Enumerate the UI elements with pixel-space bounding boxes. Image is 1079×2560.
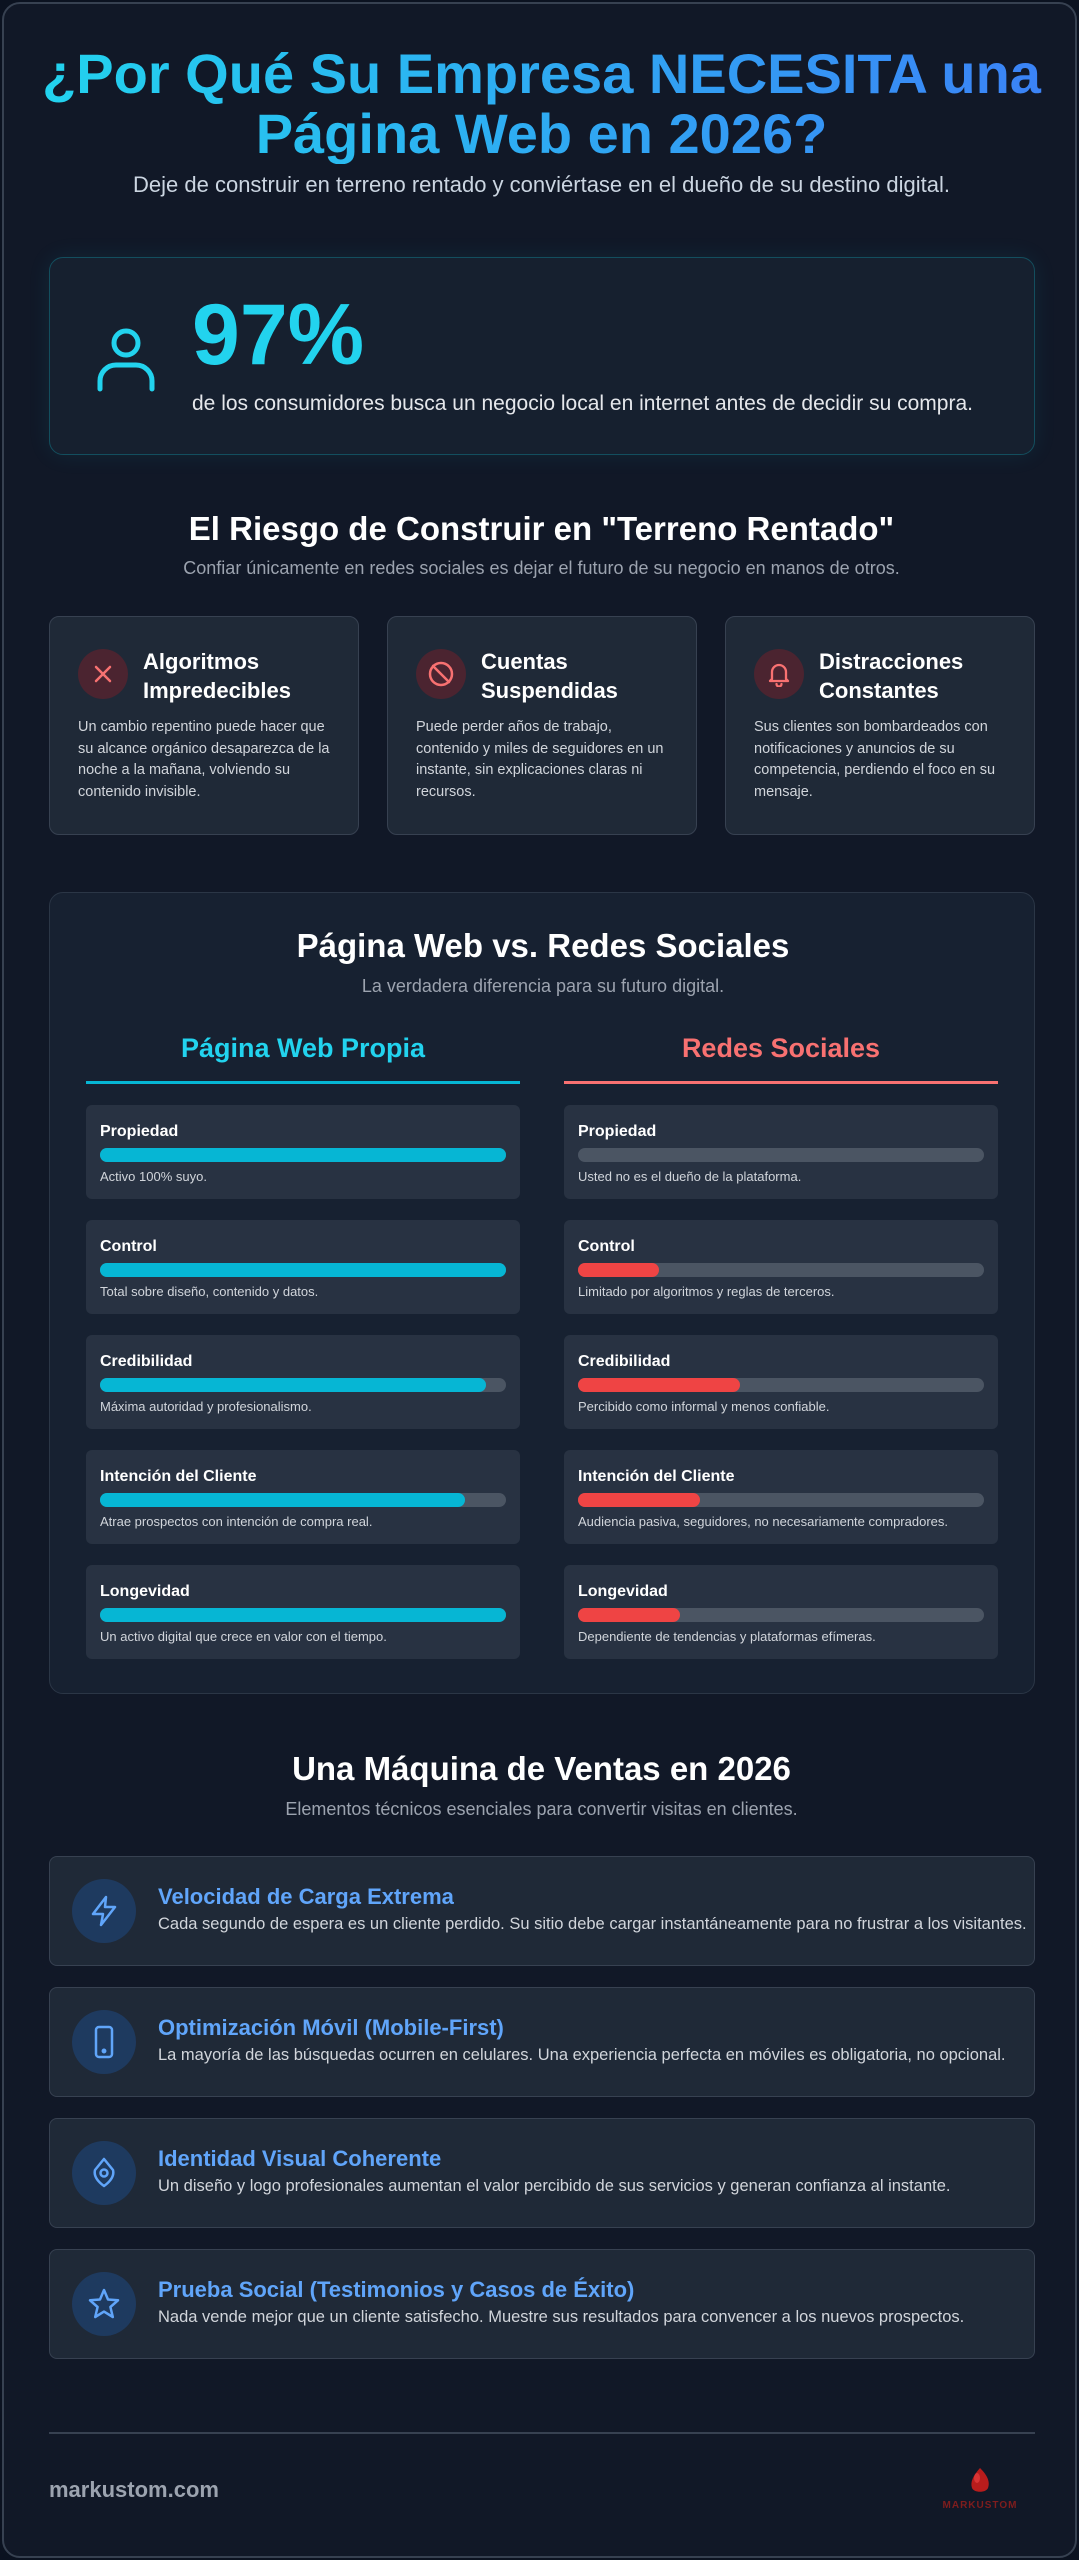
risk-card-text: Puede perder años de trabajo, contenido y miles de seguidores en un instante, sin explicaciones claras ni recursos. (416, 719, 664, 800)
metric-label: Intención del Cliente (100, 1468, 257, 1485)
feature-title: Prueba Social (Testimonios y Casos de Éxito) (158, 2277, 635, 2302)
comparison-title: Página Web vs. Redes Sociales (296, 927, 790, 964)
feature-identity (49, 2118, 1035, 2228)
comparison-panel (49, 892, 1035, 1694)
web-metric-card (86, 1335, 520, 1429)
metric-bar-track (578, 1378, 984, 1392)
feature-mobile (49, 1987, 1035, 2097)
metric-bar-fill (100, 1608, 506, 1622)
bell-icon (754, 649, 804, 699)
social-column-heading: Redes Sociales (681, 1033, 881, 1063)
metric-description: Atrae prospectos con intención de compra real. (100, 1514, 373, 1529)
metric-bar-fill (578, 1493, 700, 1507)
brand-logo (930, 2464, 1030, 2514)
metric-label: Credibilidad (578, 1353, 671, 1370)
metric-description: Dependiente de tendencias y plataformas efímeras. (578, 1629, 876, 1644)
infographic-frame (2, 2, 1077, 2558)
risk-card-distractions (725, 616, 1035, 835)
svg-text:MARKUSTOM: MARKUSTOM (942, 2500, 1018, 2511)
web-metric-card (86, 1450, 520, 1544)
page-subtitle: Deje de construir en terreno rentado y conviértase en el dueño de su destino digital. (133, 172, 950, 197)
metric-label: Longevidad (578, 1583, 668, 1600)
risk-card-text: Un cambio repentino puede hacer que su alcance orgánico desaparezca de la noche a la mañana, volviendo su contenido invisible. (78, 719, 330, 800)
metric-description: Un activo digital que crece en valor con el tiempo. (100, 1629, 387, 1644)
x-icon (78, 649, 128, 699)
risk-card-title: Cuentas Suspendidas (481, 649, 618, 703)
feature-social-proof (49, 2249, 1035, 2359)
lightning-icon (72, 1879, 136, 1943)
metric-label: Intención del Cliente (578, 1468, 735, 1485)
metric-bar-track (100, 1378, 506, 1392)
stat-value: 97% (192, 287, 365, 383)
web-metric-card (86, 1565, 520, 1659)
metric-bar-track (100, 1493, 506, 1507)
social-metric-card (564, 1450, 998, 1544)
metric-description: Activo 100% suyo. (100, 1169, 207, 1184)
metric-bar-track (100, 1148, 506, 1162)
metric-bar-track (578, 1263, 984, 1277)
social-column-divider (564, 1081, 998, 1084)
page-title: ¿Por Qué Su Empresa NECESITA una Página Web en 2026? (34, 44, 1049, 164)
feature-speed (49, 1856, 1035, 1966)
metric-description: Máxima autoridad y profesionalismo. (100, 1399, 312, 1414)
web-column-divider (86, 1081, 520, 1084)
feature-text: Nada vende mejor que un cliente satisfecho. Muestre sus resultados para convencer a los nuevos prospectos. (158, 2308, 965, 2326)
feature-title: Identidad Visual Coherente (158, 2146, 442, 2171)
social-metric-card (564, 1335, 998, 1429)
machine-subtitle: Elementos técnicos esenciales para convertir visitas en clientes. (285, 1799, 798, 1819)
social-metric-card (564, 1565, 998, 1659)
web-metric-card (86, 1105, 520, 1199)
comparison-subtitle: La verdadera diferencia para su futuro digital. (361, 976, 725, 996)
metric-bar-fill (578, 1263, 659, 1277)
risk-card-text: Sus clientes son bombardeados con notificaciones y anuncios de su competencia, perdiendo el foco en su mensaje. (754, 719, 996, 800)
feature-text: Cada segundo de espera es un cliente perdido. Su sitio debe cargar instantáneamente para no frustrar a los visitantes. (158, 1915, 1027, 1933)
metric-label: Propiedad (578, 1123, 657, 1140)
metric-bar-fill (100, 1263, 506, 1277)
metric-bar-fill (100, 1493, 465, 1507)
metric-bar-fill (100, 1148, 506, 1162)
social-metric-card (564, 1220, 998, 1314)
metric-description: Usted no es el dueño de la plataforma. (578, 1169, 802, 1184)
metric-label: Propiedad (100, 1123, 179, 1140)
risk-card-suspended (387, 616, 697, 835)
machine-title: Una Máquina de Ventas en 2026 (292, 1750, 791, 1787)
metric-label: Control (578, 1238, 635, 1255)
metric-description: Limitado por algoritmos y reglas de terceros. (578, 1284, 835, 1299)
metric-description: Audiencia pasiva, seguidores, no necesariamente compradores. (578, 1514, 948, 1529)
metric-label: Longevidad (100, 1583, 190, 1600)
web-metric-card (86, 1220, 520, 1314)
social-metric-card (564, 1105, 998, 1199)
metric-description: Total sobre diseño, contenido y datos. (100, 1284, 319, 1299)
risk-card-title: Distracciones Constantes (819, 649, 964, 703)
feature-text: Un diseño y logo profesionales aumentan el valor percibido de sus servicios y generan confianza al instante. (158, 2177, 951, 2195)
stat-card (49, 257, 1035, 455)
metric-label: Credibilidad (100, 1353, 193, 1370)
metric-bar-fill (578, 1608, 680, 1622)
metric-bar-track (100, 1263, 506, 1277)
ban-icon (416, 649, 466, 699)
metric-bar-track (578, 1608, 984, 1622)
metric-bar-track (578, 1493, 984, 1507)
risk-subtitle: Confiar únicamente en redes sociales es dejar el futuro de su negocio en manos de otros. (183, 558, 900, 578)
pen-nib-icon (72, 2141, 136, 2205)
footer-site-link[interactable]: markustom.com (49, 2477, 219, 2502)
metric-bar-fill (100, 1378, 486, 1392)
feature-title: Velocidad de Carga Extrema (158, 1884, 454, 1909)
mobile-icon (72, 2010, 136, 2074)
web-column-heading: Página Web Propia (180, 1033, 426, 1063)
metric-label: Control (100, 1238, 157, 1255)
risk-title: El Riesgo de Construir en "Terreno Rentado" (188, 510, 895, 547)
feature-title: Optimización Móvil (Mobile-First) (158, 2015, 504, 2040)
risk-card-title: Algoritmos Impredecibles (143, 649, 291, 703)
feature-text: La mayoría de las búsquedas ocurren en celulares. Una experiencia perfecta en móviles es obligatoria, no opcional. (158, 2046, 1006, 2064)
metric-bar-fill (578, 1378, 740, 1392)
risk-card-algorithms (49, 616, 359, 835)
metric-bar-track (578, 1148, 984, 1162)
metric-bar-track (100, 1608, 506, 1622)
footer-divider (49, 2432, 1035, 2434)
star-icon (72, 2272, 136, 2336)
user-icon (95, 323, 157, 393)
stat-text: de los consumidores busca un negocio local en internet antes de decidir su compra. (192, 392, 973, 415)
metric-description: Percibido como informal y menos confiable. (578, 1399, 830, 1414)
